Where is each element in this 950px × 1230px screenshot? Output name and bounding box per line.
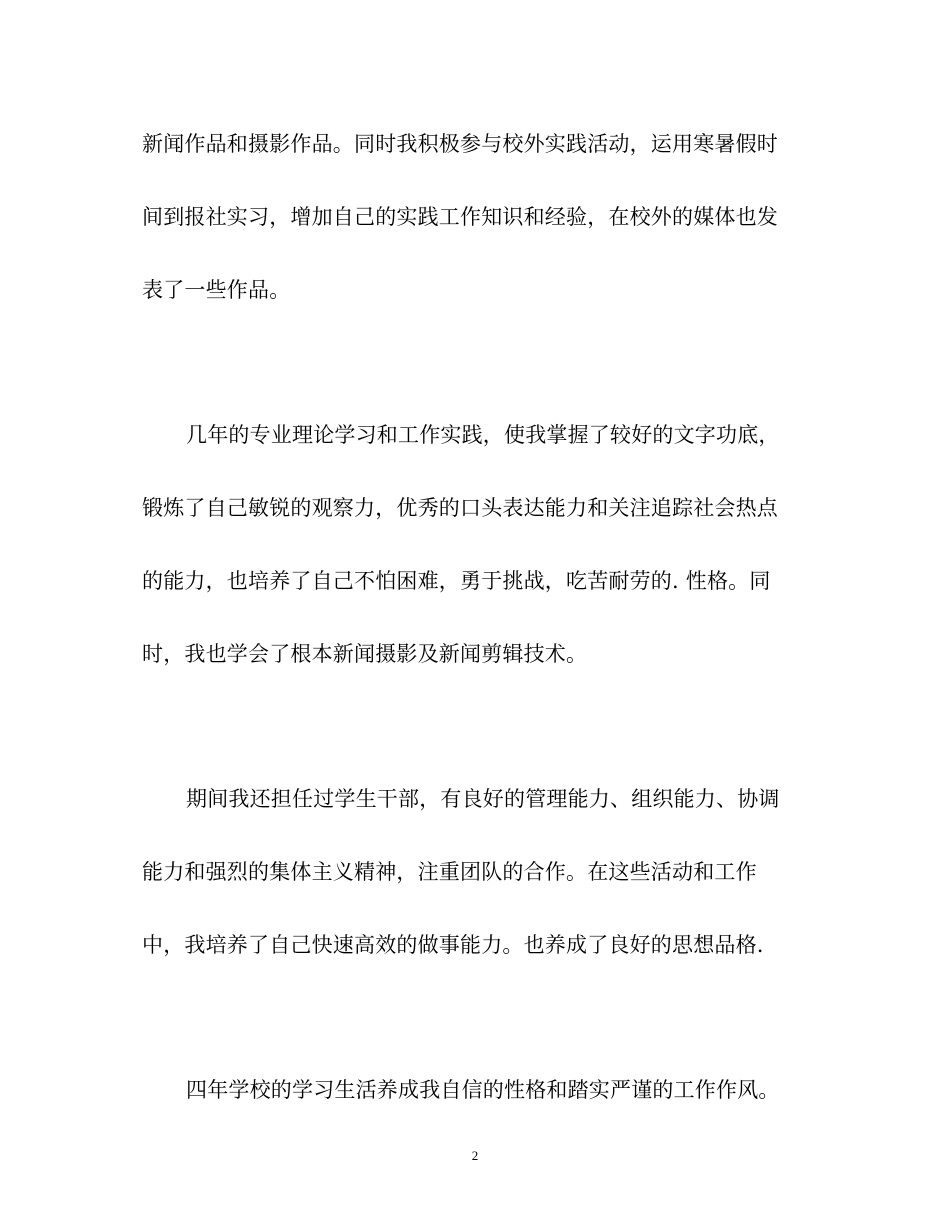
text-line: 表了一些作品。 (142, 278, 291, 302)
text-line: 间到报社实习，增加自己的实践工作知识和经验，在校外的媒体也发 (142, 205, 778, 229)
text-line: 新闻作品和摄影作品。同时我积极参与校外实践活动，运用寒暑假时 (142, 132, 778, 156)
text-line: 中，我培养了自己快速高效的做事能力。也养成了良好的思想品格. (142, 933, 764, 957)
text-line: 的能力，也培养了自己不怕困难，勇于挑战，吃苦耐劳的. 性格。同 (142, 569, 771, 593)
text-line: 期间我还担任过学生干部，有良好的管理能力、组织能力、协调 (186, 787, 780, 811)
text-line: 四年学校的学习生活养成我自信的性格和踏实严谨的工作作风。 (186, 1078, 780, 1102)
text-line: 时，我也学会了根本新闻摄影及新闻剪辑技术。 (142, 642, 588, 666)
text-line: 能力和强烈的集体主义精神，注重团队的合作。在这些活动和工作 (142, 860, 757, 884)
page-number: 2 (471, 1148, 479, 1163)
text-line: 几年的专业理论学习和工作实践，使我掌握了较好的文字功底， (186, 423, 780, 447)
text-line: 锻炼了自己敏锐的观察力，优秀的口头表达能力和关注追踪社会热点 (142, 496, 778, 520)
